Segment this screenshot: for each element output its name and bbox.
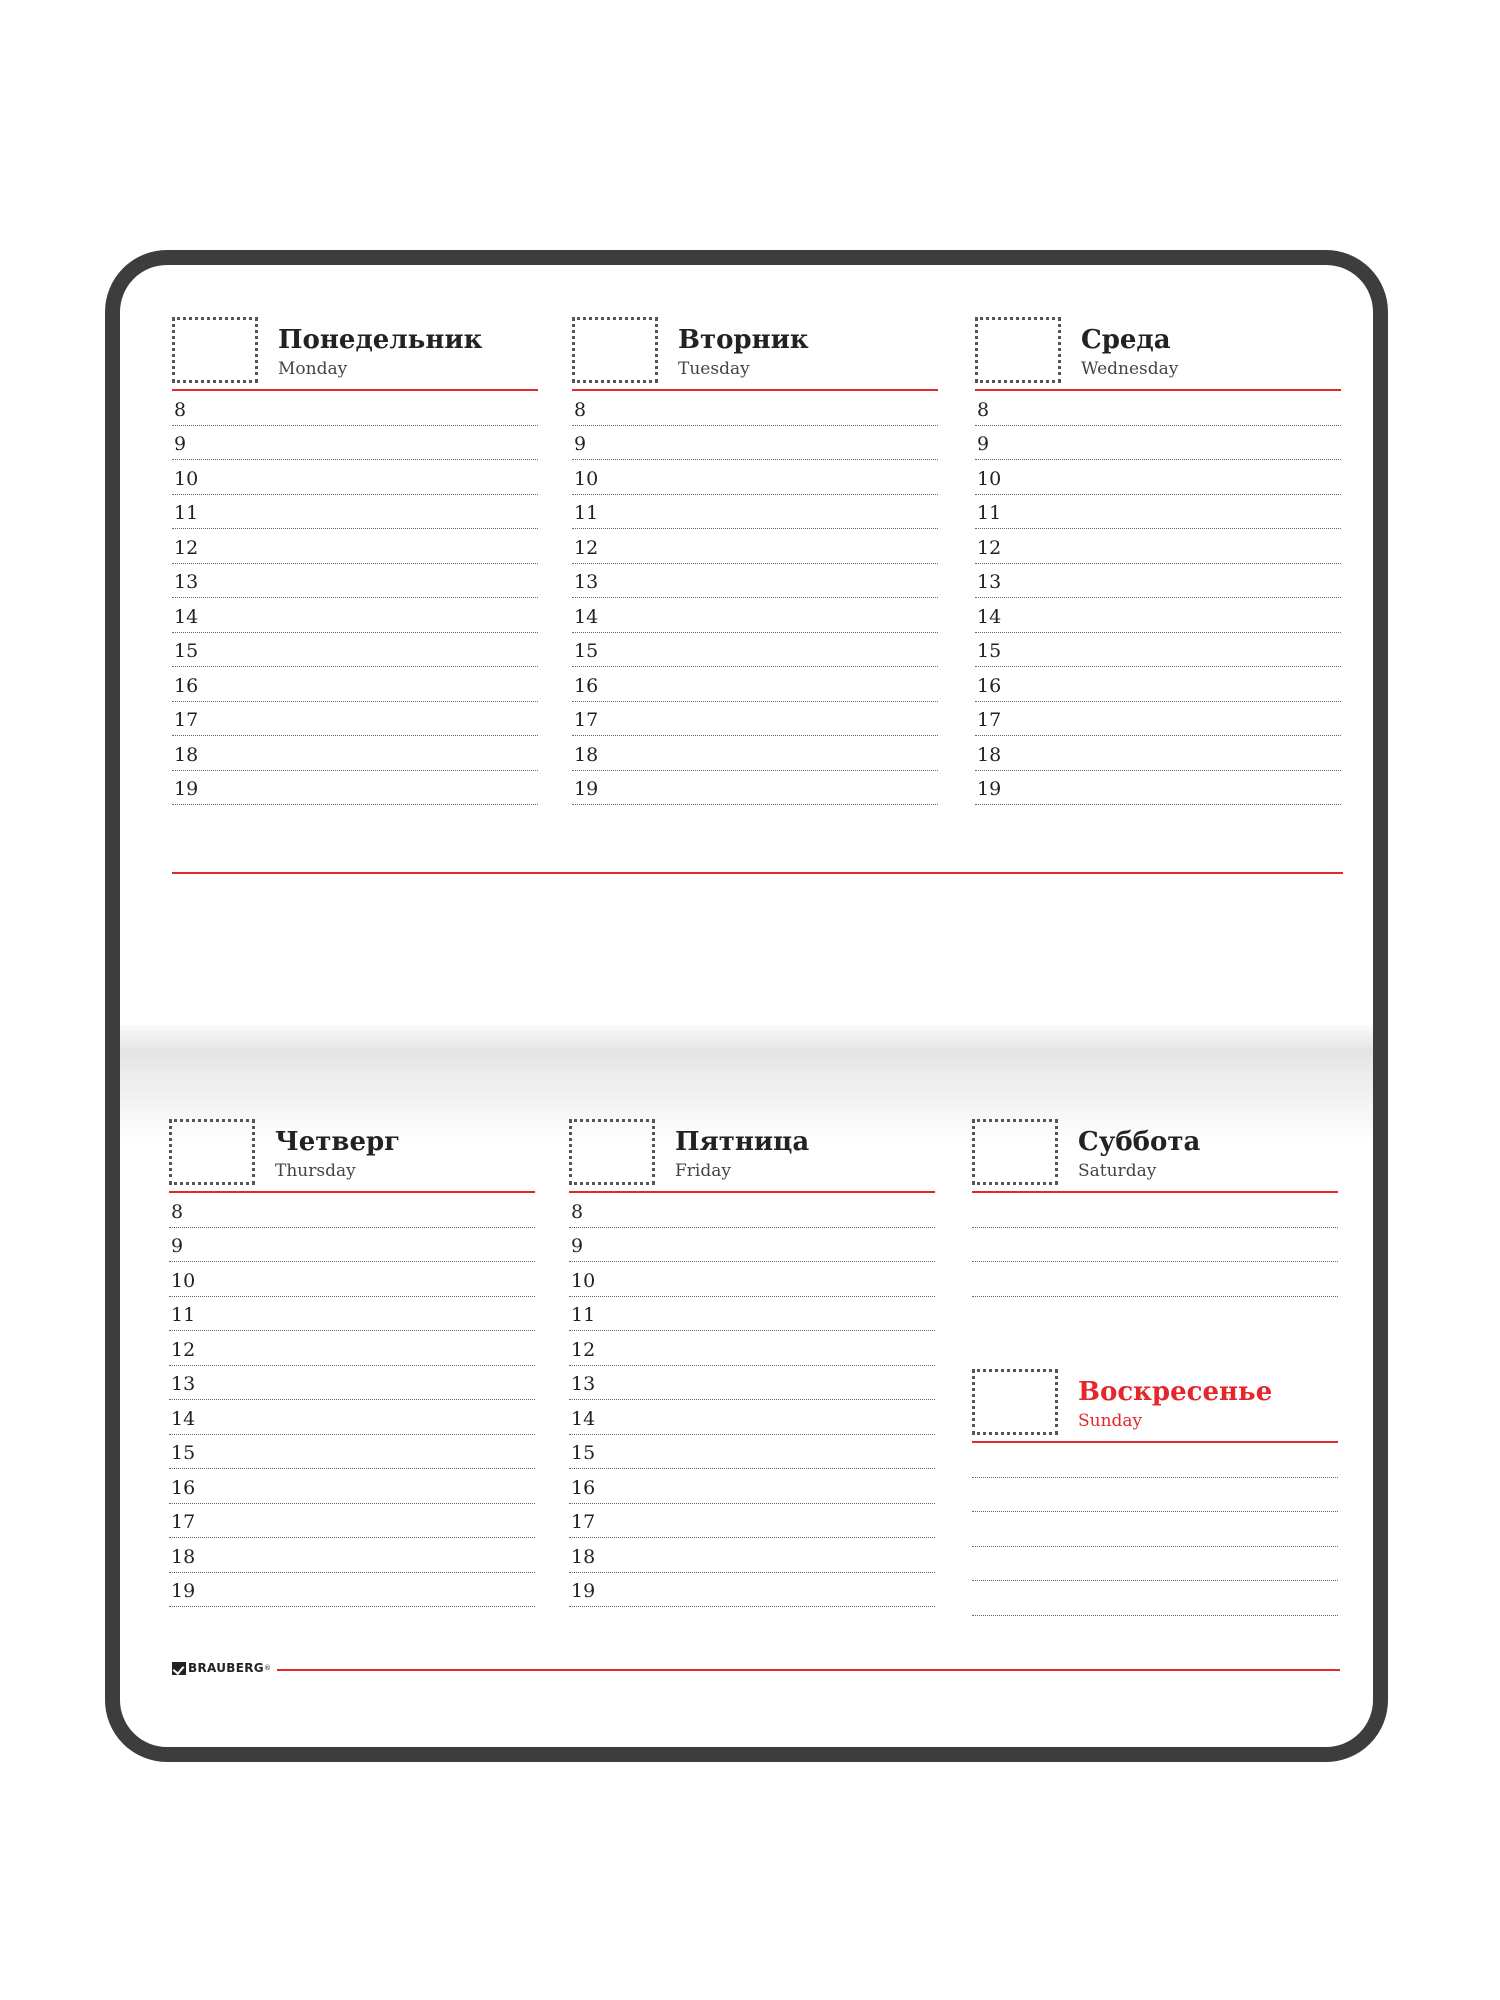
hour-label: 11 — [171, 1304, 196, 1326]
hour-label: 17 — [171, 1511, 196, 1533]
hour-label: 19 — [174, 778, 199, 800]
day-header — [569, 1119, 935, 1191]
writing-line[interactable] — [972, 1193, 1338, 1228]
hour-row[interactable] — [169, 1297, 535, 1332]
hour-label: 11 — [574, 502, 599, 524]
hour-label: 19 — [571, 1580, 596, 1602]
hour-row[interactable] — [569, 1469, 935, 1504]
hour-label: 18 — [977, 743, 1002, 766]
hour-row[interactable] — [569, 1331, 935, 1366]
day-subtitle: Friday — [675, 1161, 731, 1181]
hour-row[interactable] — [169, 1228, 535, 1263]
hour-row[interactable] — [569, 1228, 935, 1263]
hour-label: 13 — [574, 571, 599, 593]
hour-row[interactable] — [172, 495, 538, 530]
hour-label: 8 — [571, 1200, 584, 1223]
hour-row[interactable] — [169, 1538, 535, 1573]
hour-label: 11 — [571, 1304, 596, 1326]
day-subtitle: Tuesday — [678, 359, 750, 379]
hour-row[interactable] — [172, 702, 538, 737]
day-header — [572, 317, 938, 389]
hour-row[interactable] — [569, 1435, 935, 1470]
hour-label: 16 — [977, 674, 1002, 697]
day-column-monday — [172, 317, 538, 805]
hour-row[interactable] — [169, 1400, 535, 1435]
date-box[interactable] — [569, 1119, 655, 1185]
hour-label: 13 — [571, 1373, 596, 1395]
hour-row[interactable] — [172, 529, 538, 564]
hour-row[interactable] — [569, 1193, 935, 1228]
hour-row[interactable] — [169, 1469, 535, 1504]
hour-label: 16 — [571, 1476, 596, 1499]
notes-rule-bottom — [277, 1669, 1340, 1671]
hour-row[interactable] — [572, 736, 938, 771]
hour-label: 8 — [174, 398, 187, 421]
hour-row[interactable] — [572, 426, 938, 461]
hour-row[interactable] — [975, 667, 1341, 702]
hour-label: 8 — [171, 1200, 184, 1223]
hour-label: 18 — [571, 1545, 596, 1568]
hour-label: 10 — [977, 467, 1002, 490]
hour-label: 15 — [977, 640, 1002, 662]
hour-label: 9 — [571, 1235, 584, 1257]
hour-row[interactable] — [172, 771, 538, 806]
hour-row[interactable] — [172, 460, 538, 495]
hour-label: 16 — [174, 674, 199, 697]
hour-label: 14 — [574, 605, 599, 628]
hour-row[interactable] — [975, 736, 1341, 771]
writing-line[interactable] — [972, 1228, 1338, 1263]
hour-label: 10 — [171, 1269, 196, 1292]
day-subtitle: Monday — [278, 359, 348, 379]
hour-label: 15 — [174, 640, 199, 662]
hour-label: 19 — [171, 1580, 196, 1602]
day-header — [972, 1119, 1338, 1191]
hour-list — [172, 391, 538, 805]
hour-row[interactable] — [172, 633, 538, 668]
hour-row[interactable] — [169, 1573, 535, 1608]
hour-label: 16 — [574, 674, 599, 697]
day-column-thursday — [169, 1119, 535, 1607]
hour-label: 11 — [977, 502, 1002, 524]
hour-list — [569, 1193, 935, 1607]
hour-row[interactable] — [572, 460, 938, 495]
hour-label: 10 — [571, 1269, 596, 1292]
hour-row[interactable] — [975, 702, 1341, 737]
hour-row[interactable] — [172, 391, 538, 426]
writing-line[interactable] — [972, 1443, 1338, 1478]
hour-row[interactable] — [572, 529, 938, 564]
hour-row[interactable] — [572, 771, 938, 806]
hour-row[interactable] — [975, 771, 1341, 806]
hour-row[interactable] — [172, 426, 538, 461]
day-name: Понедельник — [278, 325, 483, 355]
hour-label: 11 — [174, 502, 199, 524]
hour-label: 19 — [977, 778, 1002, 800]
hour-row[interactable] — [572, 564, 938, 599]
day-subtitle: Sunday — [1078, 1411, 1143, 1431]
day-name: Вторник — [678, 325, 809, 355]
hour-row[interactable] — [172, 736, 538, 771]
hour-row[interactable] — [169, 1366, 535, 1401]
notes-rule-top — [172, 872, 1343, 874]
writing-line[interactable] — [972, 1547, 1338, 1582]
hour-label: 15 — [571, 1442, 596, 1464]
hour-label: 14 — [571, 1407, 596, 1430]
day-header — [172, 317, 538, 389]
hour-row[interactable] — [572, 391, 938, 426]
hour-row[interactable] — [569, 1262, 935, 1297]
hour-label: 12 — [574, 536, 599, 559]
hour-label: 13 — [174, 571, 199, 593]
hour-list — [572, 391, 938, 805]
hour-label: 8 — [574, 398, 587, 421]
hour-row[interactable] — [569, 1400, 935, 1435]
hour-label: 16 — [171, 1476, 196, 1499]
date-box[interactable] — [972, 1369, 1058, 1435]
hour-row[interactable] — [975, 426, 1341, 461]
hour-row[interactable] — [975, 564, 1341, 599]
hour-row[interactable] — [169, 1331, 535, 1366]
date-box[interactable] — [975, 317, 1061, 383]
hour-row[interactable] — [975, 633, 1341, 668]
hour-label: 12 — [171, 1338, 196, 1361]
hour-label: 14 — [171, 1407, 196, 1430]
day-name: Воскресенье — [1078, 1377, 1273, 1407]
hour-label: 12 — [571, 1338, 596, 1361]
hour-label: 18 — [174, 743, 199, 766]
hour-label: 17 — [574, 709, 599, 731]
brand-logo — [172, 1661, 271, 1675]
hour-label: 18 — [171, 1545, 196, 1568]
planner-spread — [105, 250, 1388, 1762]
date-box[interactable] — [972, 1119, 1058, 1185]
hour-label: 14 — [977, 605, 1002, 628]
hour-label: 12 — [977, 536, 1002, 559]
hour-row[interactable] — [572, 495, 938, 530]
hour-row[interactable] — [975, 495, 1341, 530]
hour-label: 13 — [977, 571, 1002, 593]
hour-label: 17 — [977, 709, 1002, 731]
day-header — [975, 317, 1341, 389]
hour-row[interactable] — [169, 1262, 535, 1297]
day-subtitle: Saturday — [1078, 1161, 1157, 1181]
checkmark-icon — [172, 1662, 186, 1675]
day-column-tuesday — [572, 317, 938, 805]
hour-row[interactable] — [169, 1193, 535, 1228]
hour-label: 13 — [171, 1373, 196, 1395]
date-box[interactable] — [172, 317, 258, 383]
day-name: Суббота — [1078, 1127, 1201, 1157]
hour-label: 9 — [174, 433, 187, 455]
hour-label: 19 — [574, 778, 599, 800]
hour-row[interactable] — [975, 460, 1341, 495]
hour-label: 12 — [174, 536, 199, 559]
day-header — [972, 1369, 1338, 1441]
hour-label: 15 — [574, 640, 599, 662]
day-column-friday — [569, 1119, 935, 1607]
hour-list — [169, 1193, 535, 1607]
writing-line[interactable] — [972, 1262, 1338, 1297]
day-subtitle: Thursday — [275, 1161, 356, 1181]
day-name: Среда — [1081, 325, 1171, 355]
registered-mark: ® — [263, 1664, 272, 1672]
day-subtitle: Wednesday — [1081, 359, 1179, 379]
day-column-wednesday — [975, 317, 1341, 805]
hour-label: 18 — [574, 743, 599, 766]
day-column-saturday — [972, 1119, 1338, 1297]
hour-row[interactable] — [172, 564, 538, 599]
writing-line[interactable] — [972, 1512, 1338, 1547]
date-box[interactable] — [169, 1119, 255, 1185]
hour-row[interactable] — [569, 1538, 935, 1573]
hour-row[interactable] — [975, 598, 1341, 633]
day-name: Пятница — [675, 1127, 810, 1157]
hour-label: 10 — [174, 467, 199, 490]
hour-row[interactable] — [169, 1504, 535, 1539]
day-name: Четверг — [275, 1127, 401, 1157]
hour-label: 10 — [574, 467, 599, 490]
day-column-sunday — [972, 1369, 1338, 1616]
writing-line[interactable] — [972, 1478, 1338, 1513]
date-box[interactable] — [572, 317, 658, 383]
hour-row[interactable] — [975, 529, 1341, 564]
hour-row[interactable] — [572, 702, 938, 737]
hour-row[interactable] — [569, 1297, 935, 1332]
hour-label: 14 — [174, 605, 199, 628]
hour-row[interactable] — [572, 598, 938, 633]
hour-row[interactable] — [169, 1435, 535, 1470]
hour-row[interactable] — [172, 667, 538, 702]
day-header — [169, 1119, 535, 1191]
hour-row[interactable] — [569, 1366, 935, 1401]
writing-line[interactable] — [972, 1581, 1338, 1616]
hour-label: 9 — [977, 433, 990, 455]
hour-row[interactable] — [172, 598, 538, 633]
hour-label: 9 — [574, 433, 587, 455]
hour-row[interactable] — [975, 391, 1341, 426]
hour-row[interactable] — [569, 1573, 935, 1608]
hour-row[interactable] — [569, 1504, 935, 1539]
hour-label: 17 — [571, 1511, 596, 1533]
hour-list — [975, 391, 1341, 805]
hour-label: 17 — [174, 709, 199, 731]
hour-label: 15 — [171, 1442, 196, 1464]
hour-label: 8 — [977, 398, 990, 421]
brand-name: BRAUBERG — [188, 1661, 264, 1675]
hour-row[interactable] — [572, 667, 938, 702]
hour-row[interactable] — [572, 633, 938, 668]
hour-label: 9 — [171, 1235, 184, 1257]
